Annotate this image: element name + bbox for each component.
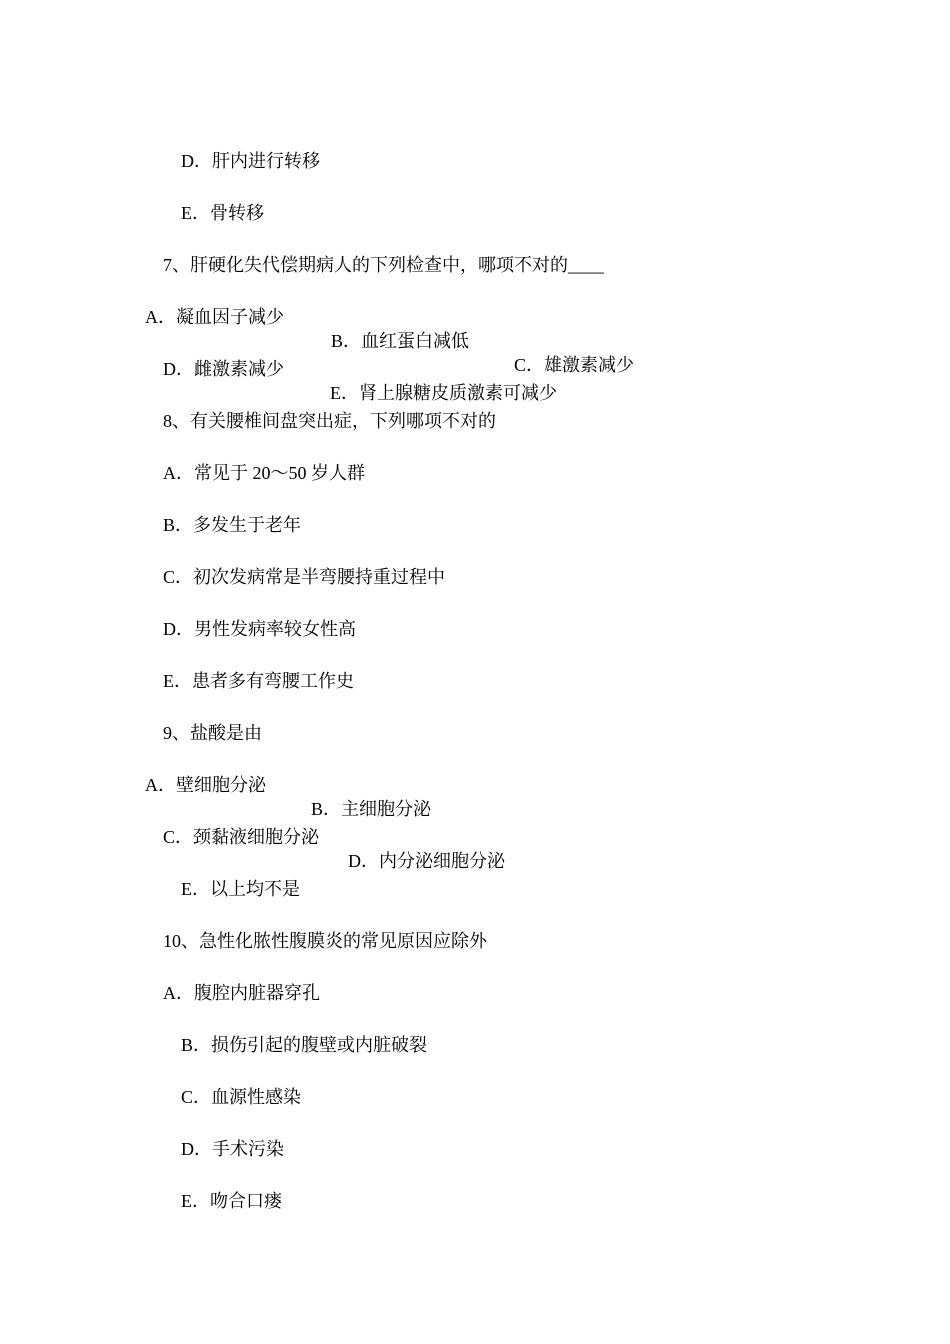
option-text: E．以上均不是 [181,879,300,899]
option-line [163,853,300,899]
option-text: D．内分泌细胞分泌 [348,851,505,871]
option-text: B．损伤引起的腹壁或内脏破裂 [181,1035,428,1055]
option-text: E．骨转移 [181,203,264,223]
option-text: B．多发生于老年 [163,515,302,535]
option-text: D．男性发病率较女性高 [163,619,356,639]
question-text: 9、盐酸是由 [163,723,262,743]
option-text: D．肝内进行转移 [181,151,320,171]
option-text: B．血红蛋白减低 [331,331,470,351]
option-line [145,541,446,587]
question-line [145,229,604,275]
question-text: 7、肝硬化失代偿期病人的下列检查中，哪项不对的____ [163,255,604,275]
option-line [163,1061,302,1107]
option-line [145,437,365,483]
question-line [145,697,262,743]
option-line [145,957,320,1003]
option-line [163,1009,428,1055]
option-text: E．吻合口瘘 [181,1191,282,1211]
question-line [145,385,496,431]
option-line [145,593,356,639]
option-text: B．主细胞分泌 [311,799,432,819]
option-text: C．颈黏液细胞分泌 [163,827,320,847]
option-text: E．患者多有弯腰工作史 [163,671,354,691]
option-text: A．凝血因子减少 [145,307,284,327]
option-line [163,177,264,223]
option-line [145,749,432,819]
option-text: C．雄激素减少 [514,355,635,375]
option-text: E．肾上腺糖皮质激素可减少 [330,383,557,403]
option-text: D．手术污染 [181,1139,284,1159]
option-text: C．初次发病常是半弯腰持重过程中 [163,567,446,587]
question-line [145,905,487,951]
option-line [163,1113,284,1159]
option-text: C．血源性感染 [181,1087,302,1107]
option-line [145,489,302,535]
option-line [145,645,354,691]
option-text: A．常见于 20～50 岁人群 [163,463,365,483]
option-line [163,125,320,171]
question-text: 10、急性化脓性腹膜炎的常见原因应除外 [163,931,487,951]
option-text: A．腹腔内脏器穿孔 [163,983,320,1003]
question-text: 8、有关腰椎间盘突出症，下列哪项不对的 [163,411,496,431]
option-text: D．雌激素减少 [163,359,284,379]
option-text: A．壁细胞分泌 [145,775,266,795]
option-line [163,1165,282,1211]
